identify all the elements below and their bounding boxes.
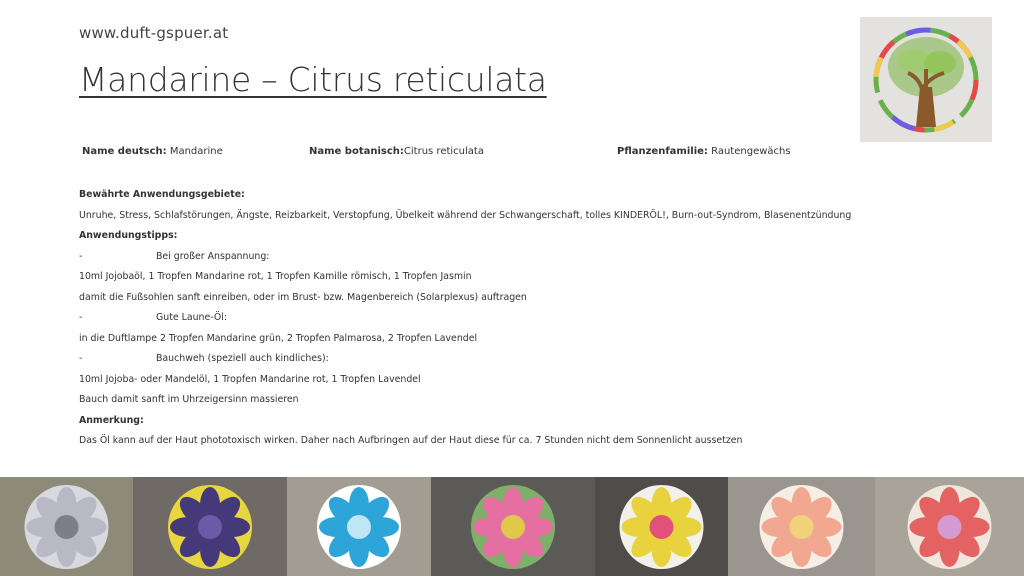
name-deutsch-value: Mandarine	[169, 146, 223, 157]
tipp-dash: -	[79, 312, 83, 323]
tipp-line: 10ml Jojoba- oder Mandelöl, 1 Tropfen Mandarine rot, 1 Tropfen Lavendel	[79, 373, 421, 385]
pflanzenfamilie	[617, 146, 791, 157]
tipp-dash: -	[79, 353, 83, 364]
tipp-dash: -	[79, 250, 83, 262]
tipp-line: Bauch damit sanft im Uhrzeigersinn massieren	[79, 394, 299, 405]
stone-blue-lotus-image	[287, 477, 431, 576]
tipp-3-title-row	[79, 349, 979, 370]
anwendungstipps-heading: Anwendungstipps:	[79, 230, 178, 241]
tipp-1-title-row	[79, 247, 979, 268]
painted-stones-strip	[0, 477, 1024, 576]
stone-yellow-mandala-image	[595, 477, 728, 576]
name-botanisch-label: Name botanisch:	[309, 146, 404, 157]
stone-peach-flower-image	[728, 477, 875, 576]
tipp-line: in die Duftlampe 2 Tropfen Mandarine grün, 2 Tropfen Palmarosa, 2 Tropfen Lavendel	[79, 332, 478, 344]
page-title: Mandarine – Citrus reticulata	[79, 60, 547, 99]
name-botanisch-value: Citrus reticulata	[403, 146, 484, 157]
tipp-title: Bei großer Anspannung:	[156, 250, 270, 262]
pflanzenfamilie-label: Pflanzenfamilie:	[617, 146, 708, 157]
pflanzenfamilie-value: Rautengewächs	[711, 146, 791, 157]
tipp-title: Gute Laune-Öl:	[156, 312, 228, 323]
name-deutsch-label: Name deutsch:	[82, 146, 167, 157]
name-botanisch	[309, 146, 484, 157]
tipp-line: 10ml Jojobaöl, 1 Tropfen Mandarine rot, 1 Tropfen Kamille römisch, 1 Tropfen Jasmin	[79, 271, 472, 282]
anmerkung-heading: Anmerkung:	[79, 414, 144, 426]
site-url: www.duft-gspuer.at	[79, 24, 229, 42]
anwendungsgebiete-heading: Bewährte Anwendungsgebiete:	[79, 189, 245, 200]
anwendungsgebiete-text: Unruhe, Stress, Schlafstörungen, Ängste, Reizbarkeit, Verstopfung, Übelkeit während der Schwangerschaft, tolles KINDERÖL!, Burn-out-Syndrom, Blasenentzündung	[79, 209, 852, 221]
tree-of-life-logo	[860, 17, 992, 142]
content-body	[79, 185, 979, 452]
stone-red-flower-image	[875, 477, 1024, 576]
name-deutsch	[82, 146, 223, 157]
stone-purple-lotus-image	[133, 477, 287, 576]
stone-green-mandala-image	[431, 477, 595, 576]
tipp-2-title-row	[79, 308, 979, 329]
tipp-line: damit die Fußsohlen sanft einreiben, oder im Brust- bzw. Magenbereich (Solarplexus) auftragen	[79, 291, 527, 303]
tipp-title: Bauchweh (speziell auch kindliches):	[156, 353, 329, 364]
stone-grey-flower-image	[0, 477, 133, 576]
anmerkung-text: Das Öl kann auf der Haut phototoxisch wirken. Daher nach Aufbringen auf der Haut diese für ca. 7 Stunden nicht dem Sonnenlicht aussetzen	[79, 435, 743, 446]
